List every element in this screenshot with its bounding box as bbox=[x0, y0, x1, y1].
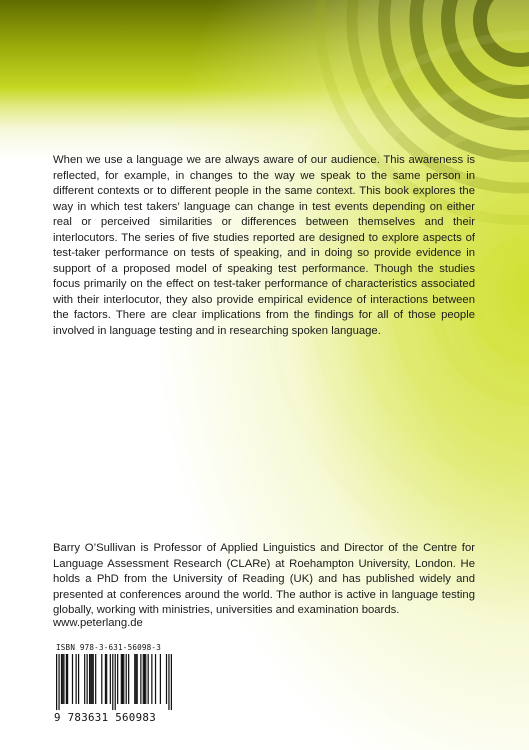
barcode-bar bbox=[67, 654, 68, 704]
barcode-bar bbox=[160, 654, 161, 704]
ean-digits: 9 783631 560983 bbox=[54, 711, 157, 724]
barcode-bar bbox=[171, 654, 172, 710]
barcode-bar bbox=[72, 654, 73, 704]
barcode-bar bbox=[56, 654, 57, 710]
barcode-bar bbox=[145, 654, 146, 704]
barcode-bar bbox=[63, 654, 64, 704]
barcode-bar bbox=[122, 654, 123, 704]
barcode-bar bbox=[117, 654, 118, 704]
barcode-bar bbox=[135, 654, 136, 704]
book-description: When we use a language we are always aware of our audience. This awareness is reflected, for example, in changes to the way we speak to the same person in different contexts or to different people in the same context. This book explores the way in which test takers’ language can change in test events depending on either real or perceived similarities or differences between themselves and their interlocutors. The series of five studies reported are designed to explore aspects of test-taker performance on tests of speaking, and in doing so provide evidence in support of a proposed model of speaking test performance. Though the studies focus primarily on the effect on test-taker performance of characteristics associated with their interlocutor, they also provide empirical evidence of interactions between the factors. There are clear implications from the findings for all of those people involved in language testing and in researching spoken language. bbox=[53, 154, 475, 337]
barcode-bar bbox=[134, 654, 135, 704]
barcode-bar bbox=[137, 654, 138, 704]
barcode-bar bbox=[62, 654, 63, 704]
barcode-bar bbox=[66, 654, 67, 704]
barcode-bar bbox=[90, 654, 91, 704]
barcode-bar bbox=[128, 654, 129, 704]
author-bio: Barry O’Sullivan is Professor of Applied Linguistics and Director of the Centre for Language Assessment Research (CLARe) at Roehampton University, London. He holds a PhD from the University of Reading (UK) and has published widely and presented at conferences around the world. The author is active in language testing globally, working with ministries, universities and examination boards. bbox=[53, 542, 475, 616]
barcode-bar bbox=[93, 654, 94, 704]
barcode-bar bbox=[76, 654, 77, 704]
barcode-bar bbox=[78, 654, 79, 704]
barcode-bar bbox=[91, 654, 92, 704]
isbn-label: ISBN 978-3-631-56098-3 bbox=[56, 643, 161, 652]
barcode-bar bbox=[101, 654, 102, 704]
barcode-bar bbox=[155, 654, 156, 704]
barcode-bar bbox=[110, 654, 111, 704]
barcode-bar bbox=[89, 654, 90, 704]
barcode-bar bbox=[87, 654, 88, 704]
barcode-bar bbox=[106, 654, 107, 704]
barcode-bar bbox=[123, 654, 124, 704]
barcode-bar bbox=[112, 654, 113, 710]
barcode-bar bbox=[166, 654, 167, 704]
barcode-bar bbox=[105, 654, 106, 704]
isbn-barcode bbox=[52, 642, 176, 728]
barcode-bar bbox=[115, 654, 116, 710]
barcode-bar bbox=[58, 654, 59, 710]
publisher-website: www.peterlang.de bbox=[53, 617, 143, 629]
barcode-bar bbox=[168, 654, 169, 710]
barcode-bar bbox=[61, 654, 62, 704]
barcode-bar bbox=[143, 654, 144, 704]
barcode-bars bbox=[56, 654, 172, 710]
barcode-bar bbox=[95, 654, 96, 704]
barcode-bar bbox=[148, 654, 149, 704]
barcode-bar bbox=[144, 654, 145, 704]
barcode-bar bbox=[84, 654, 85, 704]
barcode-bar bbox=[151, 654, 152, 704]
barcode-bar bbox=[126, 654, 127, 704]
barcode-bar bbox=[121, 654, 122, 704]
barcode-bar bbox=[140, 654, 141, 704]
